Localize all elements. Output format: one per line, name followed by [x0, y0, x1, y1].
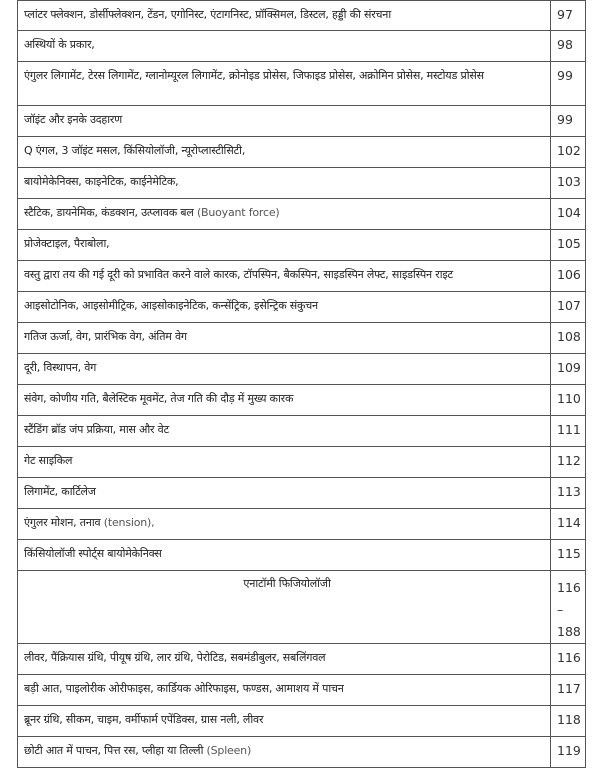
page-range: [551, 571, 586, 644]
section-heading-text: एनाटॉमी फिजियोलॉजी: [243, 577, 331, 590]
topic-cell: [18, 737, 551, 768]
topic-cell: [18, 354, 551, 385]
topic-text: प्रोजेक्टाइल, पैराबोला,: [24, 237, 110, 250]
table-row: [18, 509, 586, 540]
page-number: 118: [551, 706, 586, 737]
topic-cell: [18, 416, 551, 447]
topic-english-text: (Buoyant force): [196, 206, 280, 219]
table-row: [18, 447, 586, 478]
topic-text: स्टैटिक, डायनेमिक, कंडक्शन, उत्प्लावक बल: [24, 206, 194, 219]
topic-text: बायोमेकेनिक्स, काइनेटिक, काईनेमेटिक,: [24, 175, 179, 188]
table-row: [18, 168, 586, 199]
page-number: 99: [551, 106, 586, 137]
table-row: [18, 478, 586, 509]
page-number: 115: [551, 540, 586, 571]
table-row: [18, 540, 586, 571]
page-number: 107: [551, 292, 586, 323]
page-range-dash: –: [557, 602, 564, 617]
page-number: 110: [551, 385, 586, 416]
topic-cell: [18, 385, 551, 416]
table-row: [18, 675, 586, 706]
table-row: [18, 261, 586, 292]
page-number: 104: [551, 199, 586, 230]
table-row: [18, 706, 586, 737]
table-row: [18, 230, 586, 261]
topic-cell: [18, 199, 551, 230]
page-number: 109: [551, 354, 586, 385]
page-number: 108: [551, 323, 586, 354]
topic-cell: [18, 447, 551, 478]
topic-text: स्टैंडिंग ब्रॉड जंप प्रक्रिया, मास और वेट: [24, 423, 169, 436]
table-row: [18, 737, 586, 768]
topic-cell: [18, 478, 551, 509]
table-row: [18, 385, 586, 416]
topic-cell: [18, 62, 551, 106]
topic-text: लिगामेंट, कार्टिलेज: [24, 485, 96, 498]
table-row: [18, 62, 586, 106]
page-number: 119: [551, 737, 586, 768]
topic-cell: [18, 323, 551, 354]
topic-cell: [18, 106, 551, 137]
page-number: 98: [551, 31, 586, 62]
page-number: 103: [551, 168, 586, 199]
topic-text: छोटी आत में पाचन, पित्त रस, प्लीहा या तिल्ली: [24, 744, 204, 757]
section-heading: [18, 571, 551, 644]
topic-english-text: (Spleen): [206, 744, 252, 757]
topic-text: दूरी, विस्थापन, वेग: [24, 361, 97, 374]
page-number: 116: [551, 644, 586, 675]
table-row: [18, 416, 586, 447]
page-number: 113: [551, 478, 586, 509]
topic-text: किंसियोलॉजी स्पोर्ट्स बायोमेकेनिक्स: [24, 547, 162, 560]
page-number: 114: [551, 509, 586, 540]
topic-text: प्लांटर फ्लेक्शन, डोर्सीफ्लेक्शन, टेंडन, एगोनिस्ट, एंटागनिस्ट, प्रॉक्सिमल, डिस्टल, हड्डी की संरचना: [24, 8, 392, 21]
topic-cell: [18, 509, 551, 540]
table-row: [18, 137, 586, 168]
topic-cell: [18, 137, 551, 168]
topic-text: लीवर, पैंक्रियास ग्रंथि, पीयूष ग्रंथि, लार ग्रंथि, पेरोटिड, सबमंडीबुलर, सबलिंगवल: [24, 651, 326, 664]
topic-cell: [18, 230, 551, 261]
table-row: [18, 199, 586, 230]
topic-cell: [18, 261, 551, 292]
topic-text: वस्तु द्वारा तय की गई दूरी को प्रभावित करने वाले कारक, टॉपस्पिन, बैकस्पिन, साइडस्पिन लेफ्ट, साइडस्पिन राइट: [24, 268, 453, 281]
topic-text: एंगुलर मोशन, तनाव: [24, 516, 101, 529]
page-range-start: 116: [557, 580, 581, 595]
topic-english-text: (tension),: [103, 516, 155, 529]
table-row: [18, 292, 586, 323]
contents-table: [17, 0, 586, 768]
page-number: 105: [551, 230, 586, 261]
table-row: [18, 323, 586, 354]
page-number: 111: [551, 416, 586, 447]
table-row: [18, 1, 586, 31]
topic-cell: [18, 644, 551, 675]
table-row: [18, 31, 586, 62]
topic-text: ब्रूनर ग्रंथि, सीकम, चाइम, वर्मीफार्म एपेंडिक्स, ग्रास नली, लीवर: [24, 713, 264, 726]
topic-cell: [18, 31, 551, 62]
topic-cell: [18, 1, 551, 31]
topic-text: बड़ी आत, पाइलोरीक ओरीफाइस, कार्डियक ओरिफाइस, फण्डस, आमाशय में पाचन: [24, 682, 344, 695]
page-number: 106: [551, 261, 586, 292]
topic-text: एंगुलर लिगामेंट, टेरस लिगामेंट, ग्लानोम्यूरल लिगामेंट, क्रोनोइड प्रोसेस, जिफाइड प्रोसेस, अक्रोमिन प्रोसेस, मस्टोयड प्रोसेस: [24, 69, 484, 82]
page-number: 99: [551, 62, 586, 106]
topic-text: जॉइंट और इनके उदहारण: [24, 113, 122, 126]
page-range-end: 188: [557, 624, 581, 639]
page-number: 117: [551, 675, 586, 706]
topic-text: गतिज ऊर्जा, वेग, प्रारंभिक वेग, अंतिम वेग: [24, 330, 187, 343]
topic-text: Q एंगल, 3 जॉइंट मसल, किंसियोलॉजी, न्यूरोप्लास्टीसिटी,: [24, 144, 246, 157]
page-number: 97: [551, 1, 586, 31]
table-row: [18, 354, 586, 385]
topic-cell: [18, 168, 551, 199]
topic-text: आइसोटोनिक, आइसोमीट्रिक, आइसोकाइनेटिक, कन्सेंट्रिक, इसेन्ट्रिक संकुचन: [24, 299, 318, 312]
page-number: 102: [551, 137, 586, 168]
page-number: 112: [551, 447, 586, 478]
topic-cell: [18, 706, 551, 737]
section-heading-row: [18, 571, 586, 644]
topic-text: संवेग, कोणीय गति, बैलेस्टिक मूवमेंट, तेज गति की दौड़ में मुख्य कारक: [24, 392, 294, 405]
topic-text: अस्थियों के प्रकार,: [24, 38, 95, 51]
topic-cell: [18, 540, 551, 571]
topic-cell: [18, 292, 551, 323]
topic-text: गेट साइकिल: [24, 454, 73, 467]
topic-cell: [18, 675, 551, 706]
table-row: [18, 106, 586, 137]
table-row: [18, 644, 586, 675]
